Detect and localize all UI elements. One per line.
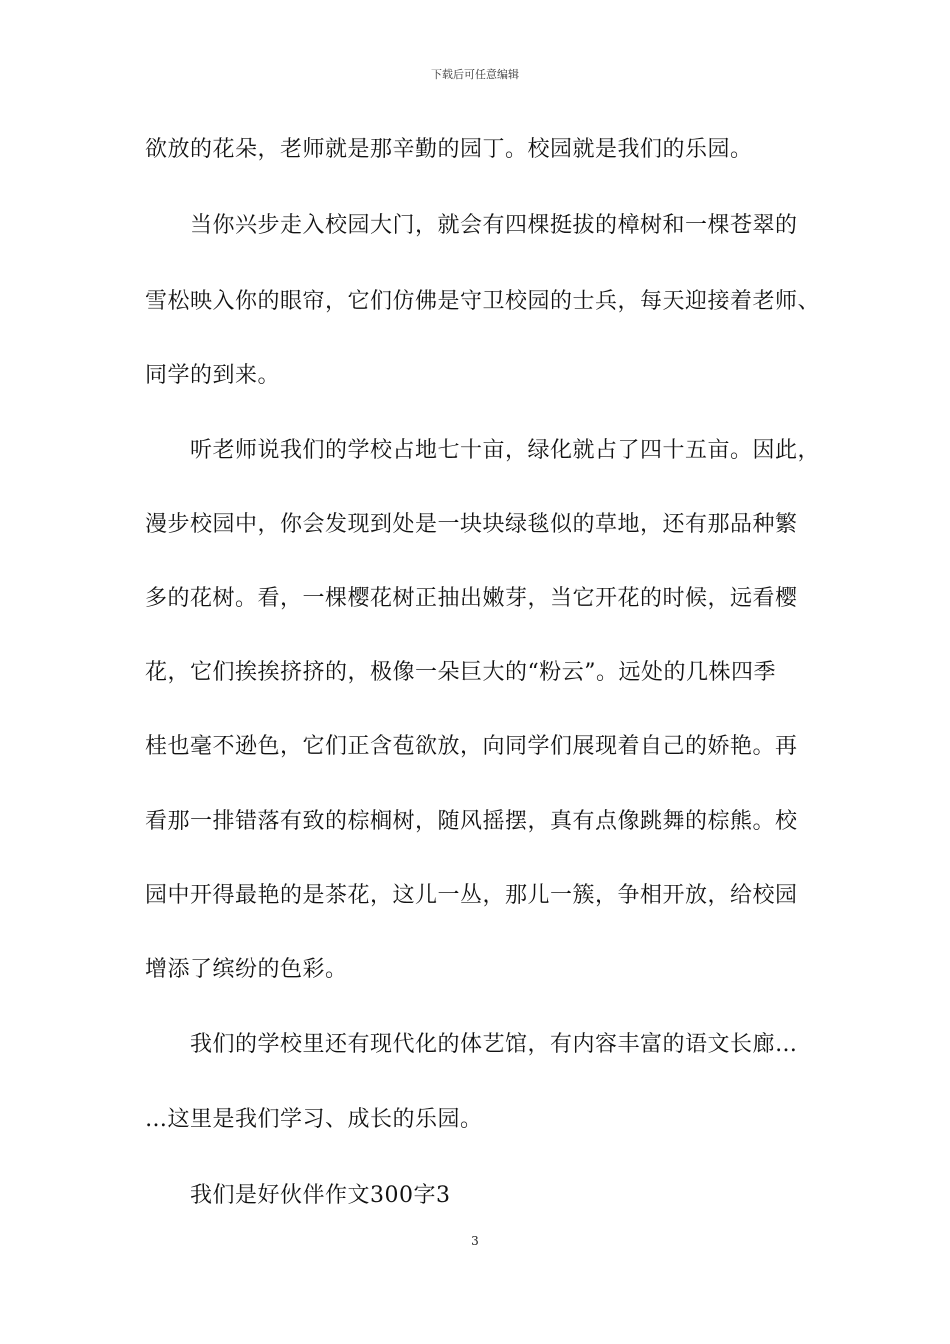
text-line-2: 当你兴步走入校园大门，就会有四棵挺拔的樟树和一棵苍翠的 — [190, 213, 798, 238]
text-line-1: 欲放的花朵，老师就是那辛勤的园丁。校园就是我们的乐园。 — [145, 137, 753, 162]
text-line-11: 园中开得最艳的是茶花，这儿一丛，那儿一簇，争相开放，给校园 — [145, 883, 798, 908]
text-line-14: …这里是我们学习、成长的乐园。 — [145, 1107, 483, 1132]
text-line-9: 桂也毫不逊色，它们正含苞欲放，向同学们展现着自己的娇艳。再 — [145, 734, 798, 759]
text-line-13: 我们的学校里还有现代化的体艺馆，有内容丰富的语文长廊… — [190, 1032, 798, 1057]
text-line-10: 看那一排错落有致的棕榈树，随风摇摆，真有点像跳舞的棕熊。校 — [145, 809, 798, 834]
section-title: 我们是好伙伴作文300字3 — [190, 1183, 451, 1208]
text-line-7: 多的花树。看，一棵樱花树正抽出嫩芽，当它开花的时候，远看樱 — [145, 586, 798, 611]
text-line-8: 花，它们挨挨挤挤的，极像一朵巨大的“粉云”。远处的几株四季 — [145, 660, 776, 685]
text-line-5: 听老师说我们的学校占地七十亩，绿化就占了四十五亩。因此， — [190, 438, 821, 463]
text-line-6: 漫步校园中，你会发现到处是一块块绿毯似的草地，还有那品种繁 — [145, 512, 798, 537]
page-header: 下载后可任意编辑 — [431, 68, 519, 81]
text-line-3: 雪松映入你的眼帘，它们仿佛是守卫校园的士兵，每天迎接着老师、 — [145, 289, 821, 314]
text-line-12: 增添了缤纷的色彩。 — [145, 957, 348, 982]
text-line-4: 同学的到来。 — [145, 363, 281, 388]
page-number: 3 — [471, 1234, 479, 1248]
